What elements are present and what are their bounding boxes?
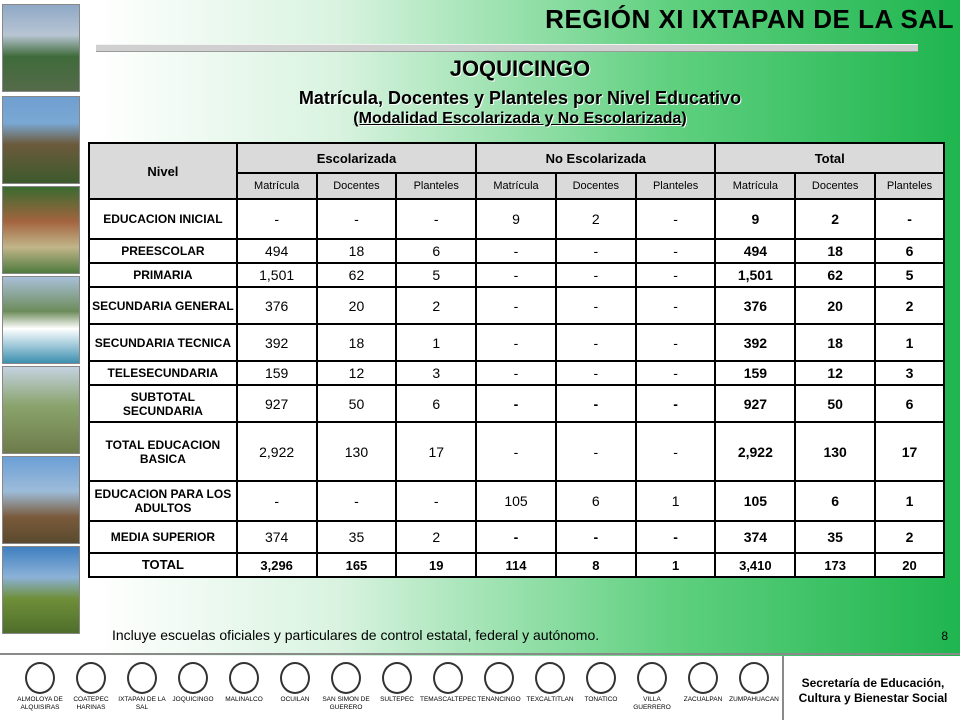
tenancingo-glyph-icon xyxy=(484,662,514,694)
san-simon-glyph-icon xyxy=(331,662,361,694)
value-cell: 6 xyxy=(875,239,944,263)
municipality-logo xyxy=(522,656,578,720)
value-cell: - xyxy=(476,263,556,287)
value-cell: - xyxy=(636,521,716,553)
value-cell: - xyxy=(476,385,556,422)
value-cell: 376 xyxy=(715,287,795,324)
value-cell: - xyxy=(636,361,716,385)
table-row xyxy=(89,287,944,324)
value-cell: 20 xyxy=(875,553,944,577)
value-cell: 8 xyxy=(556,553,636,577)
municipality-logo xyxy=(624,656,680,720)
almoloya-glyph-icon xyxy=(25,662,55,694)
value-cell: - xyxy=(237,481,317,521)
table-row xyxy=(89,199,944,239)
value-cell: 2 xyxy=(396,521,476,553)
nivel-cell: TOTAL EDUCACION BASICA xyxy=(89,422,237,481)
table-row xyxy=(89,361,944,385)
tonatico-glyph-icon xyxy=(586,662,616,694)
value-cell: 50 xyxy=(795,385,875,422)
value-cell: 6 xyxy=(396,385,476,422)
value-cell: 2 xyxy=(795,199,875,239)
subheader-cell: Planteles xyxy=(396,173,476,199)
footnote: Incluye escuelas oficiales y particulares de control estatal, federal y autónomo. xyxy=(112,627,600,643)
subheader-cell: Planteles xyxy=(636,173,716,199)
value-cell: 1,501 xyxy=(715,263,795,287)
group-header-no-escolarizada: No Escolarizada xyxy=(476,143,715,173)
value-cell: 392 xyxy=(715,324,795,361)
value-cell: 1 xyxy=(875,481,944,521)
value-cell: 374 xyxy=(715,521,795,553)
value-cell: - xyxy=(636,239,716,263)
value-cell: 130 xyxy=(795,422,875,481)
value-cell: - xyxy=(556,385,636,422)
value-cell: 62 xyxy=(317,263,397,287)
value-cell: 19 xyxy=(396,553,476,577)
value-cell: - xyxy=(556,521,636,553)
value-cell: - xyxy=(396,481,476,521)
landscape-photo xyxy=(2,546,80,634)
value-cell: 114 xyxy=(476,553,556,577)
nivel-cell: SECUNDARIA TECNICA xyxy=(89,324,237,361)
subheader-cell: Matrícula xyxy=(715,173,795,199)
municipality-logo-strip xyxy=(0,656,782,720)
table-row xyxy=(89,521,944,553)
value-cell: 17 xyxy=(396,422,476,481)
value-cell: 2,922 xyxy=(237,422,317,481)
value-cell: 6 xyxy=(795,481,875,521)
municipality-label: TEXCALTITLAN xyxy=(526,696,574,703)
table-body xyxy=(89,199,944,577)
value-cell: 130 xyxy=(317,422,397,481)
value-cell: - xyxy=(636,199,716,239)
value-cell: 376 xyxy=(237,287,317,324)
group-header-total: Total xyxy=(715,143,944,173)
region-title: REGIÓN XI IXTAPAN DE LA SAL xyxy=(545,4,954,34)
nivel-cell: MEDIA SUPERIOR xyxy=(89,521,237,553)
nivel-cell: EDUCACION INICIAL xyxy=(89,199,237,239)
value-cell: - xyxy=(636,385,716,422)
municipality-logo xyxy=(675,656,731,720)
municipality-label: JOQUICINGO xyxy=(172,696,214,703)
value-cell: 1 xyxy=(636,553,716,577)
value-cell: 159 xyxy=(715,361,795,385)
value-cell: - xyxy=(476,324,556,361)
sultepec-glyph-icon xyxy=(382,662,412,694)
table-row xyxy=(89,385,944,422)
value-cell: 9 xyxy=(476,199,556,239)
value-cell: 5 xyxy=(396,263,476,287)
value-cell: 2 xyxy=(875,521,944,553)
municipality-label: SAN SIMON DE GUERERO xyxy=(322,696,370,711)
municipality-logo xyxy=(267,656,323,720)
nivel-cell: PREESCOLAR xyxy=(89,239,237,263)
landscape-photo xyxy=(2,186,80,274)
municipio-title: JOQUICINGO xyxy=(449,56,591,81)
value-cell: - xyxy=(396,199,476,239)
subheader-cell: Matrícula xyxy=(476,173,556,199)
value-cell: - xyxy=(476,422,556,481)
table-row xyxy=(89,422,944,481)
municipality-logo xyxy=(471,656,527,720)
municipality-label: ZACUALPAN xyxy=(683,696,723,703)
municipality-label: ALMOLOYA DE ALQUISIRAS xyxy=(17,696,63,711)
table-row xyxy=(89,263,944,287)
value-cell: 374 xyxy=(237,521,317,553)
landscape-photo xyxy=(2,276,80,364)
ixtapan-glyph-icon xyxy=(127,662,157,694)
municipality-logo xyxy=(12,656,68,720)
value-cell: 20 xyxy=(795,287,875,324)
value-cell: 2 xyxy=(556,199,636,239)
municipality-logo xyxy=(216,656,272,720)
value-cell: - xyxy=(237,199,317,239)
value-cell: 1,501 xyxy=(237,263,317,287)
municipality-label: IXTAPAN DE LA SAL xyxy=(118,696,166,711)
value-cell: 18 xyxy=(795,239,875,263)
texcaltitlan-glyph-icon xyxy=(535,662,565,694)
value-cell: 50 xyxy=(317,385,397,422)
table-row xyxy=(89,553,944,577)
subheader-cell: Docentes xyxy=(556,173,636,199)
value-cell: 35 xyxy=(317,521,397,553)
table-row xyxy=(89,481,944,521)
value-cell: - xyxy=(317,199,397,239)
municipality-label: COATEPEC HARINAS xyxy=(73,696,109,711)
value-cell: 6 xyxy=(396,239,476,263)
value-cell: 5 xyxy=(875,263,944,287)
page-number: 8 xyxy=(941,629,948,643)
municipality-logo xyxy=(165,656,221,720)
value-cell: 12 xyxy=(317,361,397,385)
municipality-label: ZUMPAHUACAN xyxy=(729,696,779,703)
value-cell: - xyxy=(636,263,716,287)
municipality-logo xyxy=(573,656,629,720)
villa-guerrero-glyph-icon xyxy=(637,662,667,694)
value-cell: 105 xyxy=(715,481,795,521)
value-cell: 1 xyxy=(875,324,944,361)
zumpahuacan-glyph-icon xyxy=(739,662,769,694)
value-cell: 159 xyxy=(237,361,317,385)
municipality-logo xyxy=(420,656,476,720)
footer-divider xyxy=(0,653,960,655)
group-header-escolarizada: Escolarizada xyxy=(237,143,476,173)
municipality-label: MALINALCO xyxy=(225,696,263,703)
municipality-logo xyxy=(63,656,119,720)
value-cell: 392 xyxy=(237,324,317,361)
education-table xyxy=(88,142,945,578)
subheader-cell: Matrícula xyxy=(237,173,317,199)
nivel-cell: PRIMARIA xyxy=(89,263,237,287)
value-cell: - xyxy=(476,361,556,385)
value-cell: 35 xyxy=(795,521,875,553)
value-cell: 6 xyxy=(556,481,636,521)
table-row xyxy=(89,324,944,361)
value-cell: 105 xyxy=(476,481,556,521)
value-cell: 2 xyxy=(396,287,476,324)
value-cell: - xyxy=(556,239,636,263)
nivel-cell: SUBTOTAL SECUNDARIA xyxy=(89,385,237,422)
municipality-logo xyxy=(114,656,170,720)
value-cell: 927 xyxy=(237,385,317,422)
nivel-cell: EDUCACION PARA LOS ADULTOS xyxy=(89,481,237,521)
value-cell: 9 xyxy=(715,199,795,239)
secretaria-name xyxy=(784,676,960,706)
subheader-cell: Docentes xyxy=(317,173,397,199)
secretaria-line2: Cultura y Bienestar Social xyxy=(798,691,948,705)
title-divider xyxy=(96,44,918,52)
value-cell: 62 xyxy=(795,263,875,287)
value-cell: - xyxy=(875,199,944,239)
value-cell: - xyxy=(636,324,716,361)
subheader-cell: Docentes xyxy=(795,173,875,199)
value-cell: 12 xyxy=(795,361,875,385)
value-cell: 6 xyxy=(875,385,944,422)
value-cell: 3,296 xyxy=(237,553,317,577)
temascaltepec-glyph-icon xyxy=(433,662,463,694)
value-cell: 173 xyxy=(795,553,875,577)
landscape-photo xyxy=(2,366,80,454)
ocuilan-glyph-icon xyxy=(280,662,310,694)
zacualpan-glyph-icon xyxy=(688,662,718,694)
nivel-cell: TELESECUNDARIA xyxy=(89,361,237,385)
value-cell: - xyxy=(556,263,636,287)
page-subtitle-modalidad: (Modalidad Escolarizada y No Escolarizada) xyxy=(353,110,687,127)
value-cell: 494 xyxy=(237,239,317,263)
municipality-label: TONATICO xyxy=(584,696,618,703)
table-group-header-row xyxy=(89,143,944,173)
subheader-cell: Planteles xyxy=(875,173,944,199)
secretaria-box xyxy=(782,656,960,720)
value-cell: - xyxy=(476,239,556,263)
nivel-cell: TOTAL xyxy=(89,553,237,577)
municipality-label: SULTEPEC xyxy=(380,696,414,703)
value-cell: 1 xyxy=(396,324,476,361)
value-cell: - xyxy=(636,287,716,324)
municipality-logo xyxy=(726,656,782,720)
value-cell: - xyxy=(556,287,636,324)
value-cell: 2 xyxy=(875,287,944,324)
value-cell: 18 xyxy=(317,324,397,361)
value-cell: 165 xyxy=(317,553,397,577)
value-cell: - xyxy=(317,481,397,521)
value-cell: 2,922 xyxy=(715,422,795,481)
page-subtitle: Matrícula, Docentes y Planteles por Nivel Educativo xyxy=(298,88,742,108)
coatepec-glyph-icon xyxy=(76,662,106,694)
value-cell: - xyxy=(476,287,556,324)
municipality-logo xyxy=(318,656,374,720)
municipality-label: OCUILAN xyxy=(280,696,310,703)
value-cell: 494 xyxy=(715,239,795,263)
value-cell: - xyxy=(476,521,556,553)
value-cell: - xyxy=(556,361,636,385)
value-cell: 1 xyxy=(636,481,716,521)
nivel-cell: SECUNDARIA GENERAL xyxy=(89,287,237,324)
value-cell: - xyxy=(556,324,636,361)
value-cell: 3 xyxy=(875,361,944,385)
landscape-photo xyxy=(2,456,80,544)
municipality-label: TEMASCALTEPEC xyxy=(420,696,477,703)
value-cell: 18 xyxy=(795,324,875,361)
value-cell: 3,410 xyxy=(715,553,795,577)
nivel-header: Nivel xyxy=(89,143,237,199)
joquicingo-glyph-icon xyxy=(178,662,208,694)
table-row xyxy=(89,239,944,263)
value-cell: 20 xyxy=(317,287,397,324)
value-cell: 927 xyxy=(715,385,795,422)
value-cell: 3 xyxy=(396,361,476,385)
municipality-label: VILLA GUERRERO xyxy=(633,696,671,711)
value-cell: - xyxy=(556,422,636,481)
municipality-logo xyxy=(369,656,425,720)
municipality-label: TENANCINGO xyxy=(477,696,521,703)
value-cell: 17 xyxy=(875,422,944,481)
value-cell: - xyxy=(636,422,716,481)
value-cell: 18 xyxy=(317,239,397,263)
malinalco-glyph-icon xyxy=(229,662,259,694)
secretaria-line1: Secretaría de Educación, xyxy=(801,676,945,690)
